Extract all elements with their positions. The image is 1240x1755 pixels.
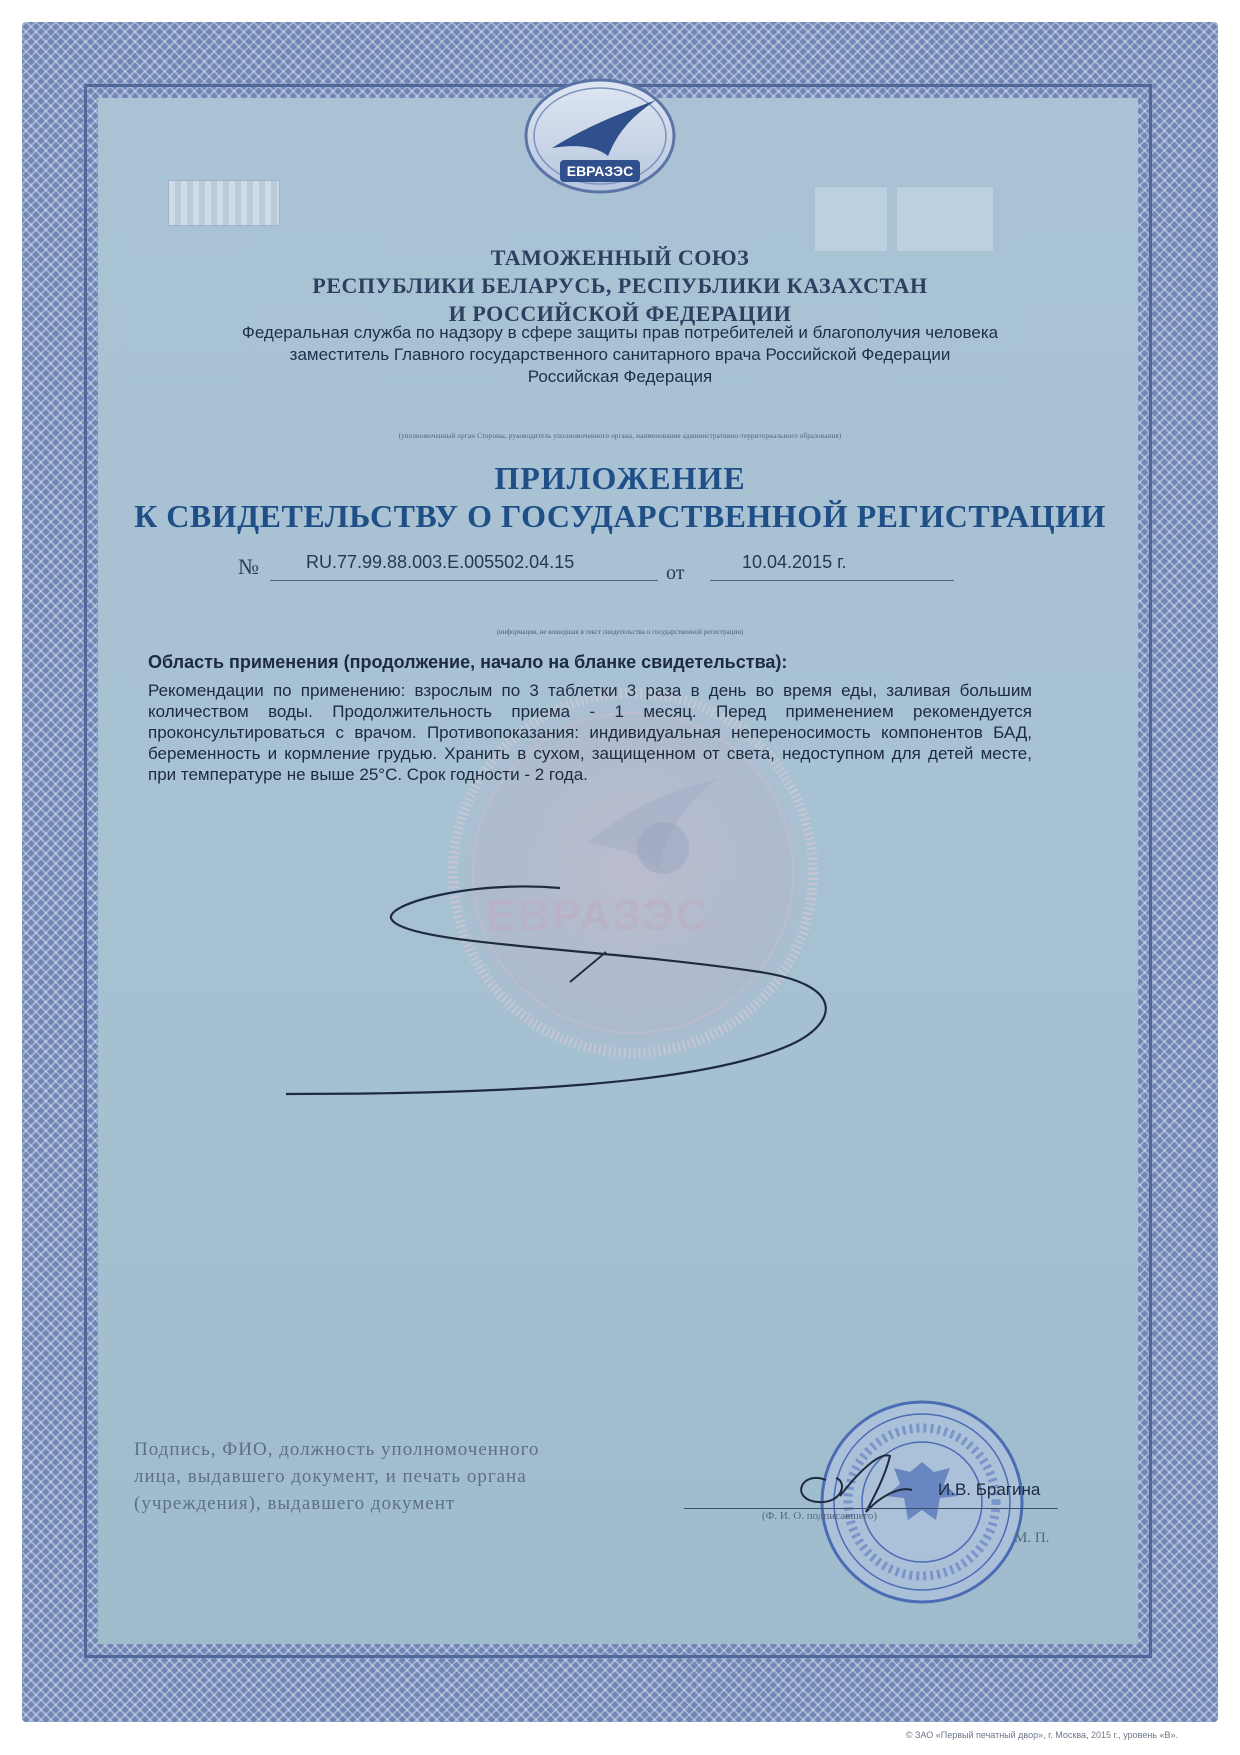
signature-label-line-2: лица, выдавшего документ, и печать органа — [134, 1466, 527, 1487]
cancellation-tick — [570, 952, 606, 982]
number-label: № — [238, 554, 259, 579]
title-line-1: ПРИЛОЖЕНИЕ — [494, 460, 746, 496]
authority-caption: (уполномоченный орган Стороны, руководитель уполномоченного органа, наименование административно-территориального образования) — [398, 432, 842, 440]
signature-underline — [684, 1508, 1058, 1509]
registration-number: RU.77.99.88.003.E.005502.04.15 — [306, 552, 575, 572]
info-caption: (информация, не вошедшая в текст свидетельства о государственной регистрации) — [496, 628, 744, 636]
printer-imprint: © ЗАО «Первый печатный двор», г. Москва, 2015 г., уровень «В». — [905, 1730, 1178, 1740]
signature-label-line-1: Подпись, ФИО, должность уполномоченного — [134, 1439, 540, 1460]
fio-caption: (Ф. И. О. подписавшего) — [762, 1510, 878, 1522]
emblem-text: ЕВРАЗЭС — [566, 163, 634, 179]
official-seal — [822, 1402, 1022, 1602]
scope-body: Рекомендации по применению: взрослым по 3 таблетки 3 раза в день во время еды, заливая большим количеством воды. Продолжительность приема - 1 месяц. Перед применением рекомендуется проконсультироваться с врачом. Противопоказания: индивидуальная непереносимость компонентов БАД, беременность и кормление грудью. Хранить в сухом, защищенном от света, недоступном для детей месте, при температуре не выше 25°С. Срок годности - 2 года. — [148, 681, 1032, 784]
scope-title: Область применения (продолжение, начало на бланке свидетельства): — [148, 652, 788, 672]
signer-name: И.В. Брагина — [938, 1480, 1041, 1499]
title-line-2: К СВИДЕТЕЛЬСТВУ О ГОСУДАРСТВЕННОЙ РЕГИСТРАЦИИ — [134, 498, 1106, 534]
agency-line-3: Российская Федерация — [527, 367, 713, 386]
agency-line-2: заместитель Главного государственного санитарного врача Российской Федерации — [289, 345, 951, 364]
seal-mark: М. П. — [1014, 1530, 1050, 1546]
signature-label — [134, 1436, 654, 1517]
agency-line-1: Федеральная служба по надзору в сфере защиты прав потребителей и благополучия человека — [241, 323, 999, 342]
union-line-3: И РОССИЙСКОЙ ФЕДЕРАЦИИ — [448, 301, 792, 326]
watermark-text: ЕВРАЗЭС — [486, 891, 710, 940]
union-line-1: ТАМОЖЕННЫЙ СОЮЗ — [490, 245, 750, 270]
registration-date: 10.04.2015 г. — [742, 552, 847, 572]
union-line-2: РЕСПУБЛИКИ БЕЛАРУСЬ, РЕСПУБЛИКИ КАЗАХСТАН — [312, 273, 928, 298]
signature-label-line-3: (учреждения), выдавшего документ — [134, 1493, 456, 1514]
date-label: от — [666, 562, 685, 584]
